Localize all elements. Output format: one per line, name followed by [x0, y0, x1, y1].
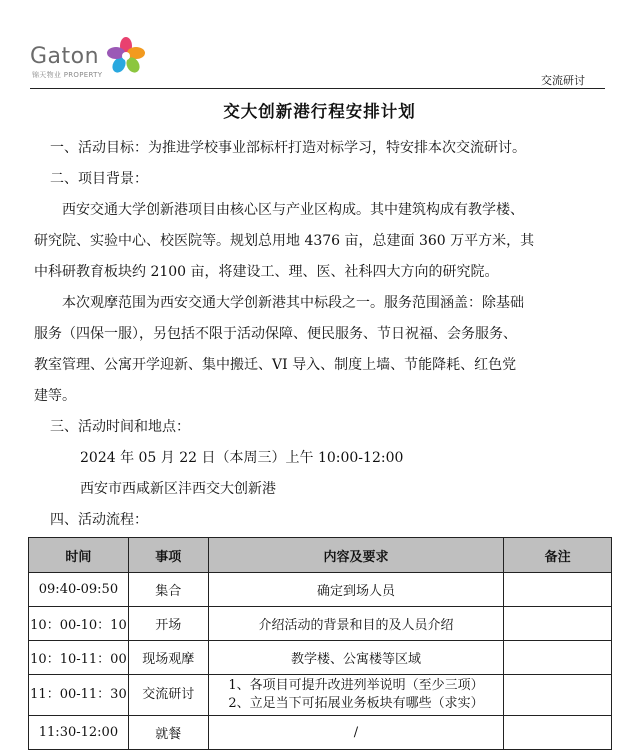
schedule-table — [28, 537, 612, 750]
cell-item: 交流研讨 — [128, 675, 208, 716]
cell-item: 现场观摩 — [128, 641, 208, 675]
cell-time: 11:30-12:00 — [29, 716, 129, 750]
cell-content-line: 1、各项目可提升改进列举说明（至少三项） — [228, 678, 484, 693]
section-process-heading: 四、活动流程： — [50, 512, 148, 528]
document-title: 交大创新港行程安排计划 — [223, 102, 416, 121]
header-rule — [30, 88, 605, 89]
table-header-row — [29, 538, 612, 573]
cell-note — [504, 675, 612, 716]
paragraph-line: 教室管理、公寓开学迎新、集中搬迁、VI 导入、制度上墙、节能降耗、红色党 — [34, 357, 517, 373]
section-goal: 一、活动目标：为推进学校事业部标杆打造对标学习，特安排本次交流研讨。 — [50, 140, 526, 156]
cell-note — [504, 641, 612, 675]
company-logo — [30, 36, 150, 84]
header-content: 内容及要求 — [208, 538, 503, 573]
table-row — [29, 607, 612, 641]
event-place: 西安市西咸新区沣西交大创新港 — [80, 481, 276, 497]
cell-time: 09:40-09:50 — [29, 573, 129, 607]
cell-item: 集合 — [128, 573, 208, 607]
logo-subtitle: 锦天物业 PROPERTY — [32, 71, 103, 79]
paragraph-line: 本次观摩范围为西安交通大学创新港其中标段之一。服务范围涵盖：除基础 — [62, 295, 524, 311]
flower-logo-icon — [106, 36, 146, 76]
table-row — [29, 716, 612, 750]
cell-note — [504, 573, 612, 607]
paragraph-line: 西安交通大学创新港项目由核心区与产业区构成。其中建筑构成有教学楼、 — [62, 202, 524, 218]
cell-content: / — [208, 716, 503, 750]
cell-time: 10：00-10：10 — [29, 607, 129, 641]
paragraph-line: 研究院、实验中心、校医院等。规划总用地 4376 亩，总建面 360 万平方米，其 — [34, 233, 535, 249]
header-tag: 交流研讨 — [541, 74, 585, 87]
paragraph-line: 建等。 — [34, 388, 76, 404]
event-time: 2024 年 05 月 22 日（本周三）上午 10:00-12:00 — [80, 450, 404, 466]
paragraph-line: 服务（四保一服），另包括不限于活动保障、便民服务、节日祝福、会务服务、 — [34, 326, 517, 342]
section-time-place-heading: 三、活动时间和地点： — [50, 419, 190, 435]
logo-wordmark: Gaton — [30, 44, 100, 69]
header-item: 事项 — [128, 538, 208, 573]
cell-time: 11：00-11：30 — [29, 675, 129, 716]
cell-content: 确定到场人员 — [208, 573, 503, 607]
cell-content — [208, 675, 503, 716]
cell-item: 开场 — [128, 607, 208, 641]
section-background-heading: 二、项目背景： — [50, 171, 148, 187]
cell-note — [504, 716, 612, 750]
cell-content: 介绍活动的背景和目的及人员介绍 — [208, 607, 503, 641]
paragraph-line: 中科研教育板块约 2100 亩，将建设工、理、医、社科四大方向的研究院。 — [34, 264, 499, 280]
header-time: 时间 — [29, 538, 129, 573]
cell-content-line: 2、立足当下可拓展业务板块有哪些（求实） — [228, 696, 484, 711]
cell-content: 教学楼、公寓楼等区域 — [208, 641, 503, 675]
table-row — [29, 573, 612, 607]
header-note: 备注 — [504, 538, 612, 573]
table-row — [29, 641, 612, 675]
cell-note — [504, 607, 612, 641]
cell-item: 就餐 — [128, 716, 208, 750]
table-row — [29, 675, 612, 716]
cell-time: 10：10-11：00 — [29, 641, 129, 675]
